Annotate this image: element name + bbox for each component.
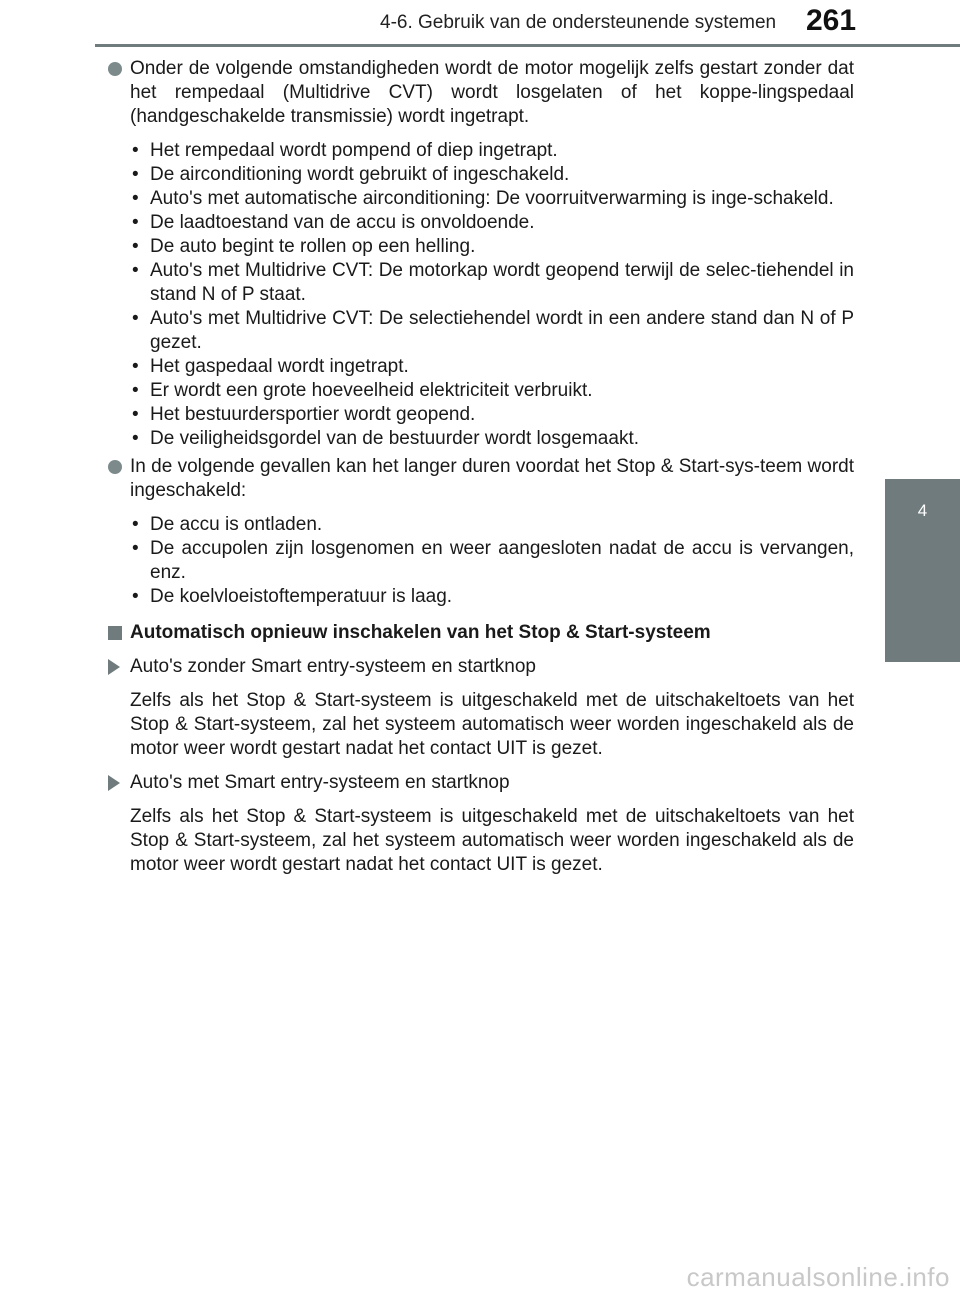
bullet-delayed-activation [106,455,854,503]
list-item: • De airconditioning wordt gebruikt of ingeschakeld. [132,164,570,185]
main-content [106,57,854,877]
circle-bullet-icon [108,460,122,474]
list-item: • De auto begint te rollen op een helling. [132,236,476,257]
header-rule [95,44,960,47]
list-item: • De accu is ontladen. [132,514,323,535]
condition-list [130,139,854,451]
list-item: • Het gaspedaal wordt ingetrapt. [132,356,409,377]
chapter-label: Rijden [27,586,46,635]
list-item: • Auto's met Multidrive CVT: De motorkap wordt geopend terwijl de selec-tiehendel in stand N of P staat. [132,260,854,305]
section-heading: Automatisch opnieuw inschakelen van het Stop & Start-systeem [106,621,854,645]
condition-list [130,513,854,609]
bullet-text: In de volgende gevallen kan het langer duren voordat het Stop & Start-sys-teem wordt ingeschakeld: [130,456,854,501]
watermark: carmanualsonline.info [686,1262,950,1292]
subsection-body: Zelfs als het Stop & Start-systeem is uitgeschakeld met de uitschakeltoets van het Stop & Start-systeem, zal het systeem automatisch weer worden ingeschakeld als de motor weer wordt gestart nadat het contact UIT is gezet. [130,690,854,759]
list-item: • De koelvloeistoftemperatuur is laag. [132,586,453,607]
header-title: 4-6. Gebruik van de ondersteunende systemen [380,12,777,33]
list-item: • Auto's met Multidrive CVT: De selectiehendel wordt in een andere stand dan N of P gezet. [132,308,854,353]
subsection-title: Auto's zonder Smart entry-systeem en startknop [106,655,854,679]
bullet-text: Onder de volgende omstandigheden wordt de motor mogelijk zelfs gestart zonder dat het rempedaal (Multidrive CVT) wordt losgelaten of het koppe-lingspedaal (handgeschakelde transmissie) wordt ingetrapt. [130,58,854,127]
circle-bullet-icon [108,62,122,76]
list-item: • Het bestuurdersportier wordt geopend. [132,404,476,425]
list-item: • De accupolen zijn losgenomen en weer aangesloten nadat de accu is vervangen, enz. [132,538,854,583]
subsection-body: Zelfs als het Stop & Start-systeem is uitgeschakeld met de uitschakeltoets van het Stop & Start-systeem, zal het systeem automatisch weer worden ingeschakeld als de motor weer wordt gestart nadat het contact UIT is gezet. [130,806,854,875]
triangle-arrow-icon [108,775,120,791]
list-item: • Het rempedaal wordt pompend of diep ingetrapt. [132,140,558,161]
subsection-title: Auto's met Smart entry-systeem en startknop [106,771,854,795]
chapter-tab [885,479,960,662]
list-item: • Auto's met automatische airconditioning: De voorruitverwarming is inge-schakeld. [132,188,834,209]
list-item: • Er wordt een grote hoeveelheid elektriciteit verbruikt. [132,380,593,401]
triangle-arrow-icon [108,659,120,675]
page-number: 261 [806,4,857,37]
list-item: • De laadtoestand van de accu is onvoldoende. [132,212,535,233]
chapter-number: 4 [917,501,928,520]
list-item: • De veiligheidsgordel van de bestuurder wordt losgemaakt. [132,428,639,449]
bullet-engine-restart [106,57,854,129]
square-bullet-icon [108,626,122,640]
